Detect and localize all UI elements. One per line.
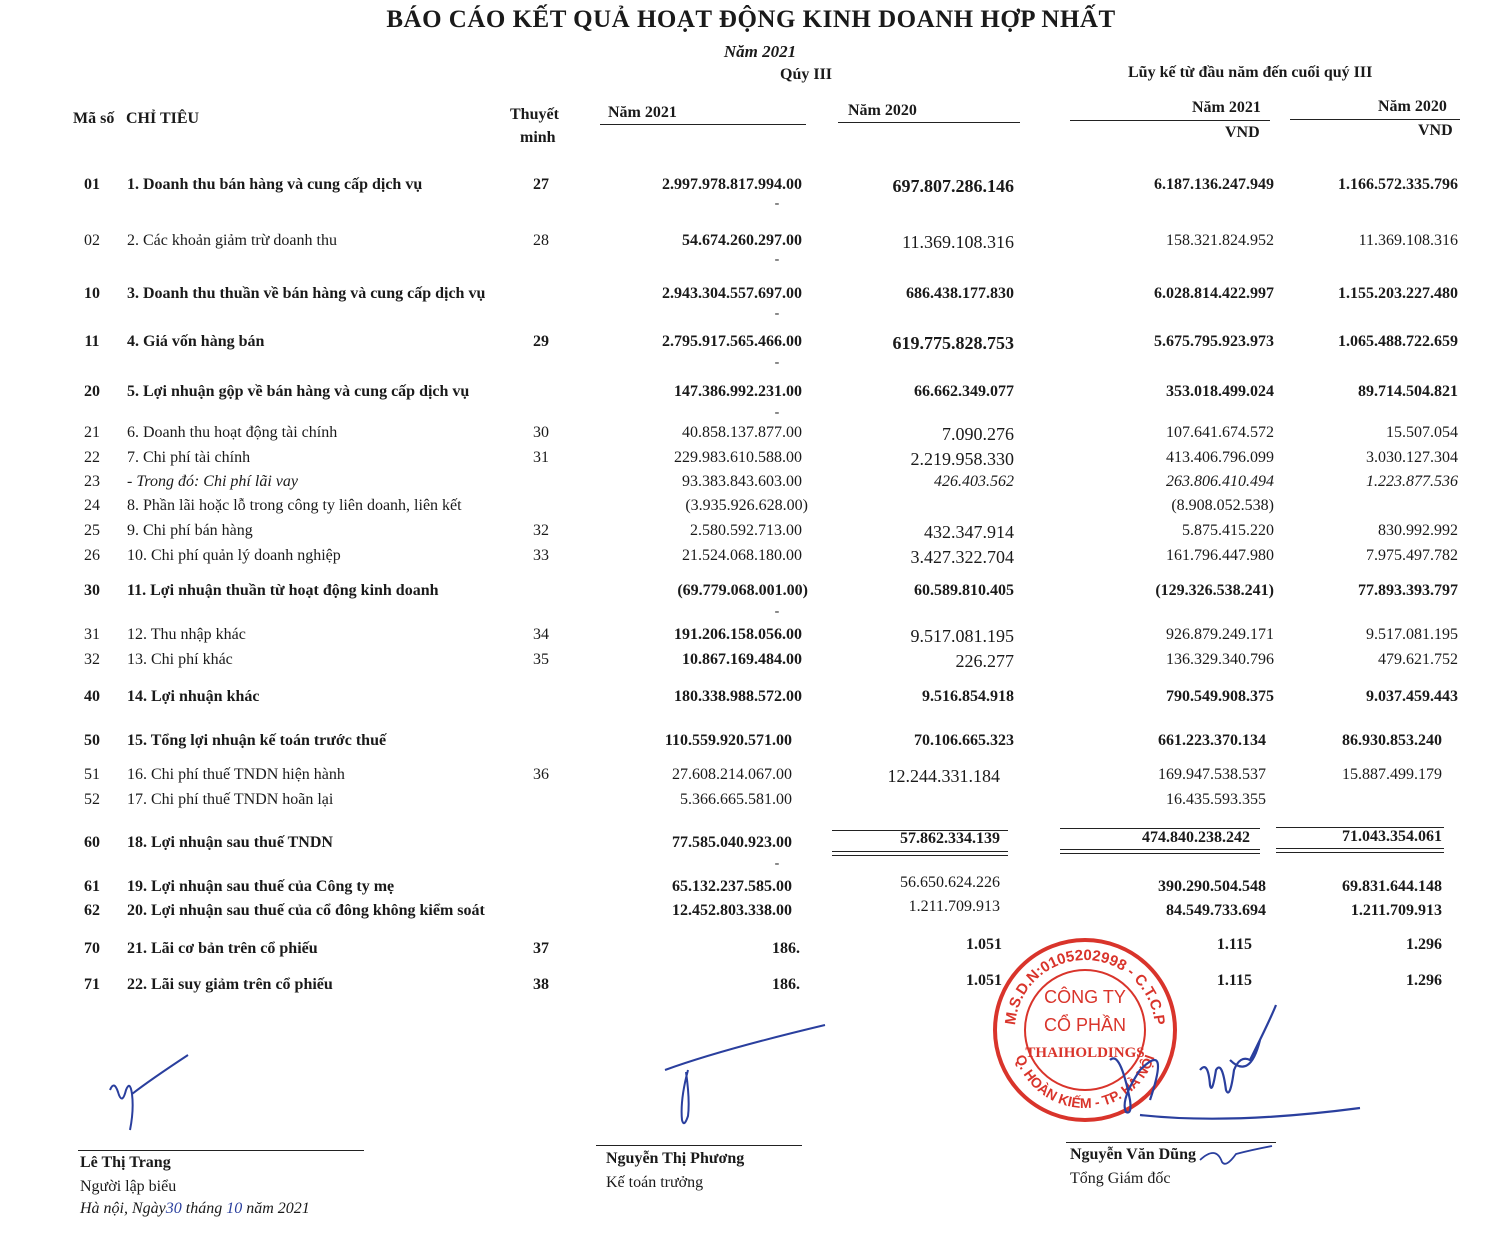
value-q2020: 1.051 (966, 972, 1002, 989)
value-ytd2021: 661.223.370.134 (1158, 732, 1266, 749)
col-ytd2021-header: Năm 2021 (1192, 99, 1261, 116)
row-label: 6. Doanh thu hoạt động tài chính (127, 424, 338, 441)
row-code: 10 (84, 285, 100, 302)
row-code: 26 (84, 547, 100, 564)
row-code: 32 (84, 651, 100, 668)
director-name: Nguyễn Văn Dũng (1070, 1146, 1196, 1163)
row-label: 16. Chi phí thuế TNDN hiện hành (127, 766, 345, 783)
row-label: 1. Doanh thu bán hàng và cung cấp dịch vụ (127, 176, 423, 193)
preparer-name: Lê Thị Trang (80, 1154, 171, 1171)
row-label: 17. Chi phí thuế TNDN hoãn lại (127, 791, 334, 808)
value-ytd2021: 84.549.733.694 (1166, 902, 1266, 919)
value-q2021: (3.935.926.628.00) (685, 497, 808, 514)
svg-text:M.S.D.N:0105202998 - C.T.C.P: M.S.D.N:0105202998 - C.T.C.P (1002, 946, 1168, 1026)
value-ytd2021: 169.947.538.537 (1158, 766, 1266, 783)
value-q2021: (69.779.068.001.00) (677, 582, 808, 599)
row-label: 7. Chi phí tài chính (127, 449, 251, 466)
row-note: 30 (533, 424, 549, 441)
row-note: 33 (533, 547, 549, 564)
table-row (0, 383, 1502, 407)
value-q2020: 426.403.562 (934, 473, 1014, 490)
value-ytd2020: 1.211.709.913 (1350, 902, 1442, 919)
table-row (0, 828, 1502, 858)
value-ytd2021: 390.290.504.548 (1158, 878, 1266, 895)
row-note: 28 (533, 232, 549, 249)
value-q2021: 186. (772, 976, 800, 993)
value-q2021: 10.867.169.484.00 (682, 651, 802, 668)
value-ytd2021: 107.641.674.572 (1166, 424, 1274, 441)
value-ytd2021: 6.187.136.247.949 (1154, 176, 1274, 193)
accountant-name: Nguyễn Thị Phương (606, 1150, 745, 1167)
row-note: 29 (533, 333, 549, 350)
value-ytd2020: 15.887.499.179 (1342, 766, 1442, 783)
row-label: 21. Lãi cơ bản trên cổ phiếu (127, 940, 318, 957)
value-q2020: 2.219.958.330 (910, 449, 1014, 469)
value-ytd2021: 158.321.824.952 (1166, 232, 1274, 249)
value-ytd2020: 89.714.504.821 (1358, 383, 1458, 400)
director-signature-icon (1080, 1000, 1370, 1130)
table-row (0, 497, 1502, 521)
value-ytd2021: 5.675.795.923.973 (1154, 333, 1274, 350)
row-label: 19. Lợi nhuận sau thuế của Công ty mẹ (127, 878, 395, 895)
value-ytd2020: 7.975.497.782 (1366, 547, 1458, 564)
value-q2021: 229.983.610.588.00 (674, 449, 802, 466)
value-q2020: 1.211.709.913 (908, 898, 1000, 915)
value-ytd2021: 1.115 (1216, 972, 1252, 989)
value-q2021: 77.585.040.923.00 (672, 834, 792, 851)
row-note: 36 (533, 766, 549, 783)
value-ytd2021: 474.840.238.242 (1142, 829, 1250, 846)
report-title: BÁO CÁO KẾT QUẢ HOẠT ĐỘNG KINH DOANH HỢP NHẤT (386, 6, 1116, 33)
row-label: 11. Lợi nhuận thuần từ hoạt động kinh doanh (127, 582, 439, 599)
col-note-header-2: minh (520, 129, 556, 146)
table-row (0, 732, 1502, 756)
table-row (0, 874, 1502, 902)
value-q2020: 66.662.349.077 (914, 383, 1014, 400)
col-ytd2020-header: Năm 2020 (1378, 98, 1447, 115)
preparer-signature-icon (100, 1050, 200, 1140)
row-note: 31 (533, 449, 549, 466)
value-q2020: 619.775.828.753 (892, 333, 1014, 353)
col-item-header: CHỈ TIÊU (126, 110, 200, 127)
table-row (0, 626, 1502, 650)
row-label: 14. Lợi nhuận khác (127, 688, 260, 705)
table-row (0, 285, 1502, 309)
value-q2020: 7.090.276 (942, 424, 1014, 444)
value-ytd2020: 1.296 (1406, 972, 1442, 989)
value-q2020: 11.369.108.316 (902, 232, 1014, 252)
row-code: 20 (84, 383, 100, 400)
row-code: 11 (84, 333, 100, 350)
value-ytd2020: 1.065.488.722.659 (1338, 333, 1458, 350)
value-q2020: 56.650.624.226 (900, 874, 1000, 891)
table-row (0, 424, 1502, 448)
table-row (0, 522, 1502, 546)
row-code: 52 (84, 791, 100, 808)
row-code: 23 (84, 473, 100, 490)
value-q2021: 180.338.988.572.00 (674, 688, 802, 705)
value-ytd2021: 161.796.447.980 (1166, 547, 1274, 564)
value-q2020: 1.051 (966, 936, 1002, 953)
value-ytd2020: 77.893.393.797 (1358, 582, 1458, 599)
table-row (0, 333, 1502, 357)
value-ytd2020: 1.296 (1406, 936, 1442, 953)
table-row (0, 232, 1502, 256)
value-q2020: 697.807.286.146 (892, 176, 1014, 196)
row-label: 8. Phần lãi hoặc lỗ trong công ty liên doanh, liên kết (127, 497, 462, 514)
row-code: 22 (84, 449, 100, 466)
table-row (0, 688, 1502, 712)
value-q2020: 70.106.665.323 (914, 732, 1014, 749)
row-label: - Trong đó: Chi phí lãi vay (127, 473, 298, 490)
row-label: 5. Lợi nhuận gộp về bán hàng và cung cấp dịch vụ (127, 383, 470, 400)
row-label: 12. Thu nhập khác (127, 626, 246, 643)
value-ytd2020: 1.223.877.536 (1366, 473, 1458, 490)
row-label: 10. Chi phí quản lý doanh nghiệp (127, 547, 341, 564)
table-row (0, 898, 1502, 926)
value-ytd2020: 15.507.054 (1386, 424, 1458, 441)
table-row (0, 972, 1502, 1000)
row-code: 31 (84, 626, 100, 643)
value-ytd2020: 9.037.459.443 (1366, 688, 1458, 705)
value-ytd2020: 11.369.108.316 (1358, 232, 1458, 249)
row-label: 22. Lãi suy giảm trên cổ phiếu (127, 976, 333, 993)
value-ytd2020: 71.043.354.061 (1342, 828, 1442, 845)
value-ytd2021: 790.549.908.375 (1166, 688, 1274, 705)
value-q2021: 5.366.665.581.00 (680, 791, 792, 808)
row-note: 32 (533, 522, 549, 539)
value-ytd2021: 413.406.796.099 (1166, 449, 1274, 466)
value-ytd2021: (129.326.538.241) (1155, 582, 1274, 599)
table-row (0, 791, 1502, 815)
value-q2020: 9.517.081.195 (910, 626, 1014, 646)
row-note: 27 (533, 176, 549, 193)
row-code: 24 (84, 497, 100, 514)
value-q2021: 2.943.304.557.697.00 (662, 285, 802, 302)
row-code: 25 (84, 522, 100, 539)
col-q2020-header: Năm 2020 (848, 102, 917, 119)
row-note: 38 (533, 976, 549, 993)
row-note: 37 (533, 940, 549, 957)
value-q2021: 2.580.592.713.00 (690, 522, 802, 539)
table-row (0, 582, 1502, 606)
row-code: 30 (84, 582, 100, 599)
value-q2021: 93.383.843.603.00 (682, 473, 802, 490)
value-ytd2021: 136.329.340.796 (1166, 651, 1274, 668)
table-row (0, 651, 1502, 675)
row-code: 51 (84, 766, 100, 783)
row-code: 50 (84, 732, 100, 749)
value-ytd2021: 926.879.249.171 (1166, 626, 1274, 643)
table-row (0, 449, 1502, 473)
initials-signature-icon (1196, 1140, 1276, 1170)
value-ytd2021: (8.908.052.538) (1171, 497, 1274, 514)
row-label: 4. Giá vốn hàng bán (127, 333, 265, 350)
row-code: 71 (84, 976, 100, 993)
row-code: 70 (84, 940, 100, 957)
row-code: 62 (84, 902, 100, 919)
signing-date: Hà nội, Ngày30 tháng 10 năm 2021 (80, 1200, 310, 1217)
preparer-title: Người lập biểu (80, 1178, 177, 1195)
value-ytd2020: 479.621.752 (1378, 651, 1458, 668)
value-ytd2020: 69.831.644.148 (1342, 878, 1442, 895)
row-label: 20. Lợi nhuận sau thuế của cổ đông không kiểm soát (127, 902, 485, 919)
row-note: 35 (533, 651, 549, 668)
value-ytd2020: 3.030.127.304 (1366, 449, 1458, 466)
table-row (0, 936, 1502, 964)
row-code: 60 (84, 834, 100, 851)
row-label: 9. Chi phí bán hàng (127, 522, 253, 539)
table-row (0, 766, 1502, 790)
svg-text:CÔNG TY: CÔNG TY (1044, 987, 1126, 1007)
ytd-group-header: Lũy kế từ đầu năm đến cuối quý III (1128, 64, 1373, 81)
col-ytd2021-unit: VND (1225, 124, 1260, 141)
col-code-header: Mã số (73, 110, 115, 127)
value-ytd2020: 9.517.081.195 (1366, 626, 1458, 643)
row-label: 2. Các khoản giảm trừ doanh thu (127, 232, 337, 249)
value-ytd2020: 830.992.992 (1378, 522, 1458, 539)
svg-text:CỔ PHẦN: CỔ PHẦN (1043, 1015, 1127, 1035)
value-q2021: 2.795.917.565.466.00 (662, 333, 802, 350)
accountant-title: Kế toán trưởng (606, 1174, 704, 1191)
report-year: Năm 2021 (723, 42, 797, 61)
director-title: Tổng Giám đốc (1070, 1170, 1171, 1187)
row-note: 34 (533, 626, 549, 643)
value-ytd2020: 1.155.203.227.480 (1338, 285, 1458, 302)
value-q2020: 3.427.322.704 (910, 547, 1014, 567)
value-q2020: 686.438.177.830 (906, 285, 1014, 302)
table-row (0, 176, 1502, 200)
row-label: 3. Doanh thu thuần về bán hàng và cung cấp dịch vụ (127, 285, 486, 302)
value-q2020: 226.277 (955, 651, 1014, 671)
quarter-group-header: Qúy III (780, 66, 833, 83)
svg-text:THAIHOLDINGS: THAIHOLDINGS (1025, 1045, 1145, 1061)
value-q2021: 27.608.214.067.00 (672, 766, 792, 783)
row-label: 13. Chi phí khác (127, 651, 233, 668)
value-q2020: 60.589.810.405 (914, 582, 1014, 599)
value-ytd2020: 86.930.853.240 (1342, 732, 1442, 749)
value-q2020: 9.516.854.918 (922, 688, 1014, 705)
value-ytd2020: 1.166.572.335.796 (1338, 176, 1458, 193)
value-ytd2021: 263.806.410.494 (1166, 473, 1274, 490)
row-code: 61 (84, 878, 100, 895)
value-ytd2021: 353.018.499.024 (1166, 383, 1274, 400)
value-ytd2021: 1.115 (1216, 936, 1252, 953)
value-q2020: 432.347.914 (924, 522, 1014, 542)
row-code: 21 (84, 424, 100, 441)
value-ytd2021: 6.028.814.422.997 (1154, 285, 1274, 302)
row-code: 01 (84, 176, 100, 193)
value-q2021: 191.206.158.056.00 (674, 626, 802, 643)
value-q2020: 57.862.334.139 (900, 830, 1000, 847)
value-q2021: 2.997.978.817.994.00 (662, 176, 802, 193)
value-q2020: 12.244.331.184 (887, 766, 1000, 786)
col-q2021-header: Năm 2021 (608, 104, 677, 121)
row-label: 18. Lợi nhuận sau thuế TNDN (127, 834, 333, 851)
value-q2021: 147.386.992.231.00 (674, 383, 802, 400)
accountant-signature-icon (660, 1020, 830, 1130)
value-ytd2021: 16.435.593.355 (1166, 791, 1266, 808)
col-note-header-1: Thuyết (510, 106, 559, 123)
value-q2021: 21.524.068.180.00 (682, 547, 802, 564)
value-q2021: 12.452.803.338.00 (672, 902, 792, 919)
value-q2021: 65.132.237.585.00 (672, 878, 792, 895)
value-q2021: 40.858.137.877.00 (682, 424, 802, 441)
svg-text:Q. HOÀN KIẾM - TP. HÀ NỘI: Q. HOÀN KIẾM - TP. HÀ NỘI (1012, 1052, 1158, 1112)
row-code: 40 (84, 688, 100, 705)
table-row (0, 473, 1502, 497)
table-row (0, 547, 1502, 571)
row-label: 15. Tổng lợi nhuận kế toán trước thuế (127, 732, 387, 749)
value-ytd2021: 5.875.415.220 (1182, 522, 1274, 539)
col-ytd2020-unit: VND (1418, 122, 1453, 139)
value-q2021: 110.559.920.571.00 (664, 732, 792, 749)
value-q2021: 54.674.260.297.00 (682, 232, 802, 249)
row-code: 02 (84, 232, 100, 249)
value-q2021: 186. (772, 940, 800, 957)
